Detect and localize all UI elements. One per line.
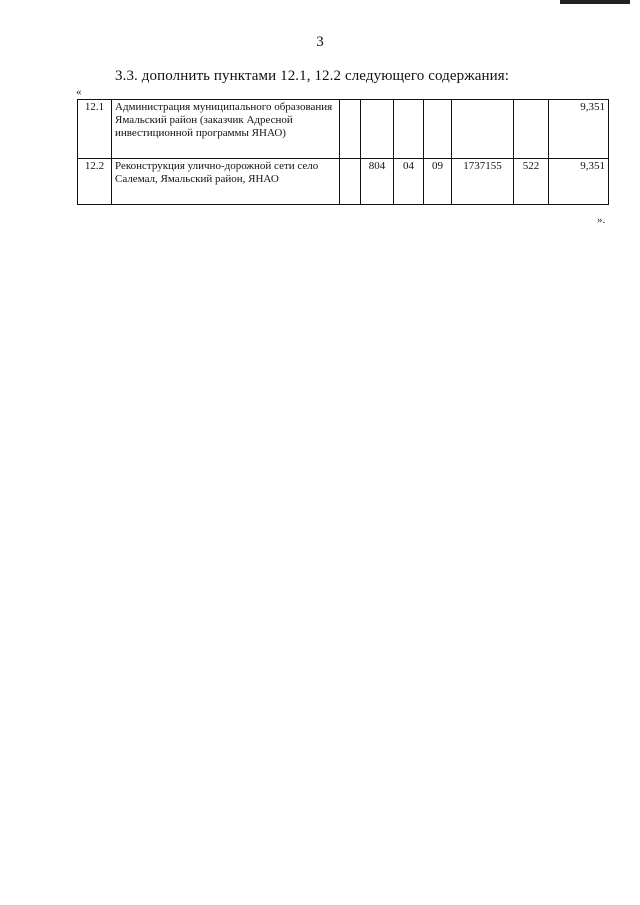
cell-target-code: 1737155 — [452, 159, 514, 205]
cell-section-code: 04 — [394, 159, 424, 205]
cell-expense-code: 522 — [514, 159, 549, 205]
cell-expense-code — [514, 100, 549, 159]
row-name: Реконструкция улично-дорожной сети село Салемал, Ямальский район, ЯНАО — [112, 159, 340, 205]
amendment-table — [77, 99, 609, 205]
opening-quote: « — [76, 86, 82, 98]
cell-subsection-code: 09 — [424, 159, 452, 205]
cell-blank — [340, 159, 361, 205]
scan-edge-mark — [560, 0, 630, 4]
table-row — [78, 100, 609, 159]
cell-ministry-code — [361, 100, 394, 159]
closing-quote: ». — [597, 214, 606, 226]
row-number: 12.1 — [78, 100, 112, 159]
row-name: Администрация муниципального образования Ямальский район (заказчик Адресной инвестиционной программы ЯНАО) — [112, 100, 340, 159]
cell-amount: 9,351 — [549, 100, 609, 159]
section-heading: 3.3. дополнить пунктами 12.1, 12.2 следующего содержания: — [115, 68, 509, 84]
page-number: 3 — [316, 34, 324, 50]
cell-blank — [340, 100, 361, 159]
cell-subsection-code — [424, 100, 452, 159]
table-row — [78, 159, 609, 205]
cell-target-code — [452, 100, 514, 159]
cell-amount: 9,351 — [549, 159, 609, 205]
row-number: 12.2 — [78, 159, 112, 205]
cell-ministry-code: 804 — [361, 159, 394, 205]
cell-section-code — [394, 100, 424, 159]
